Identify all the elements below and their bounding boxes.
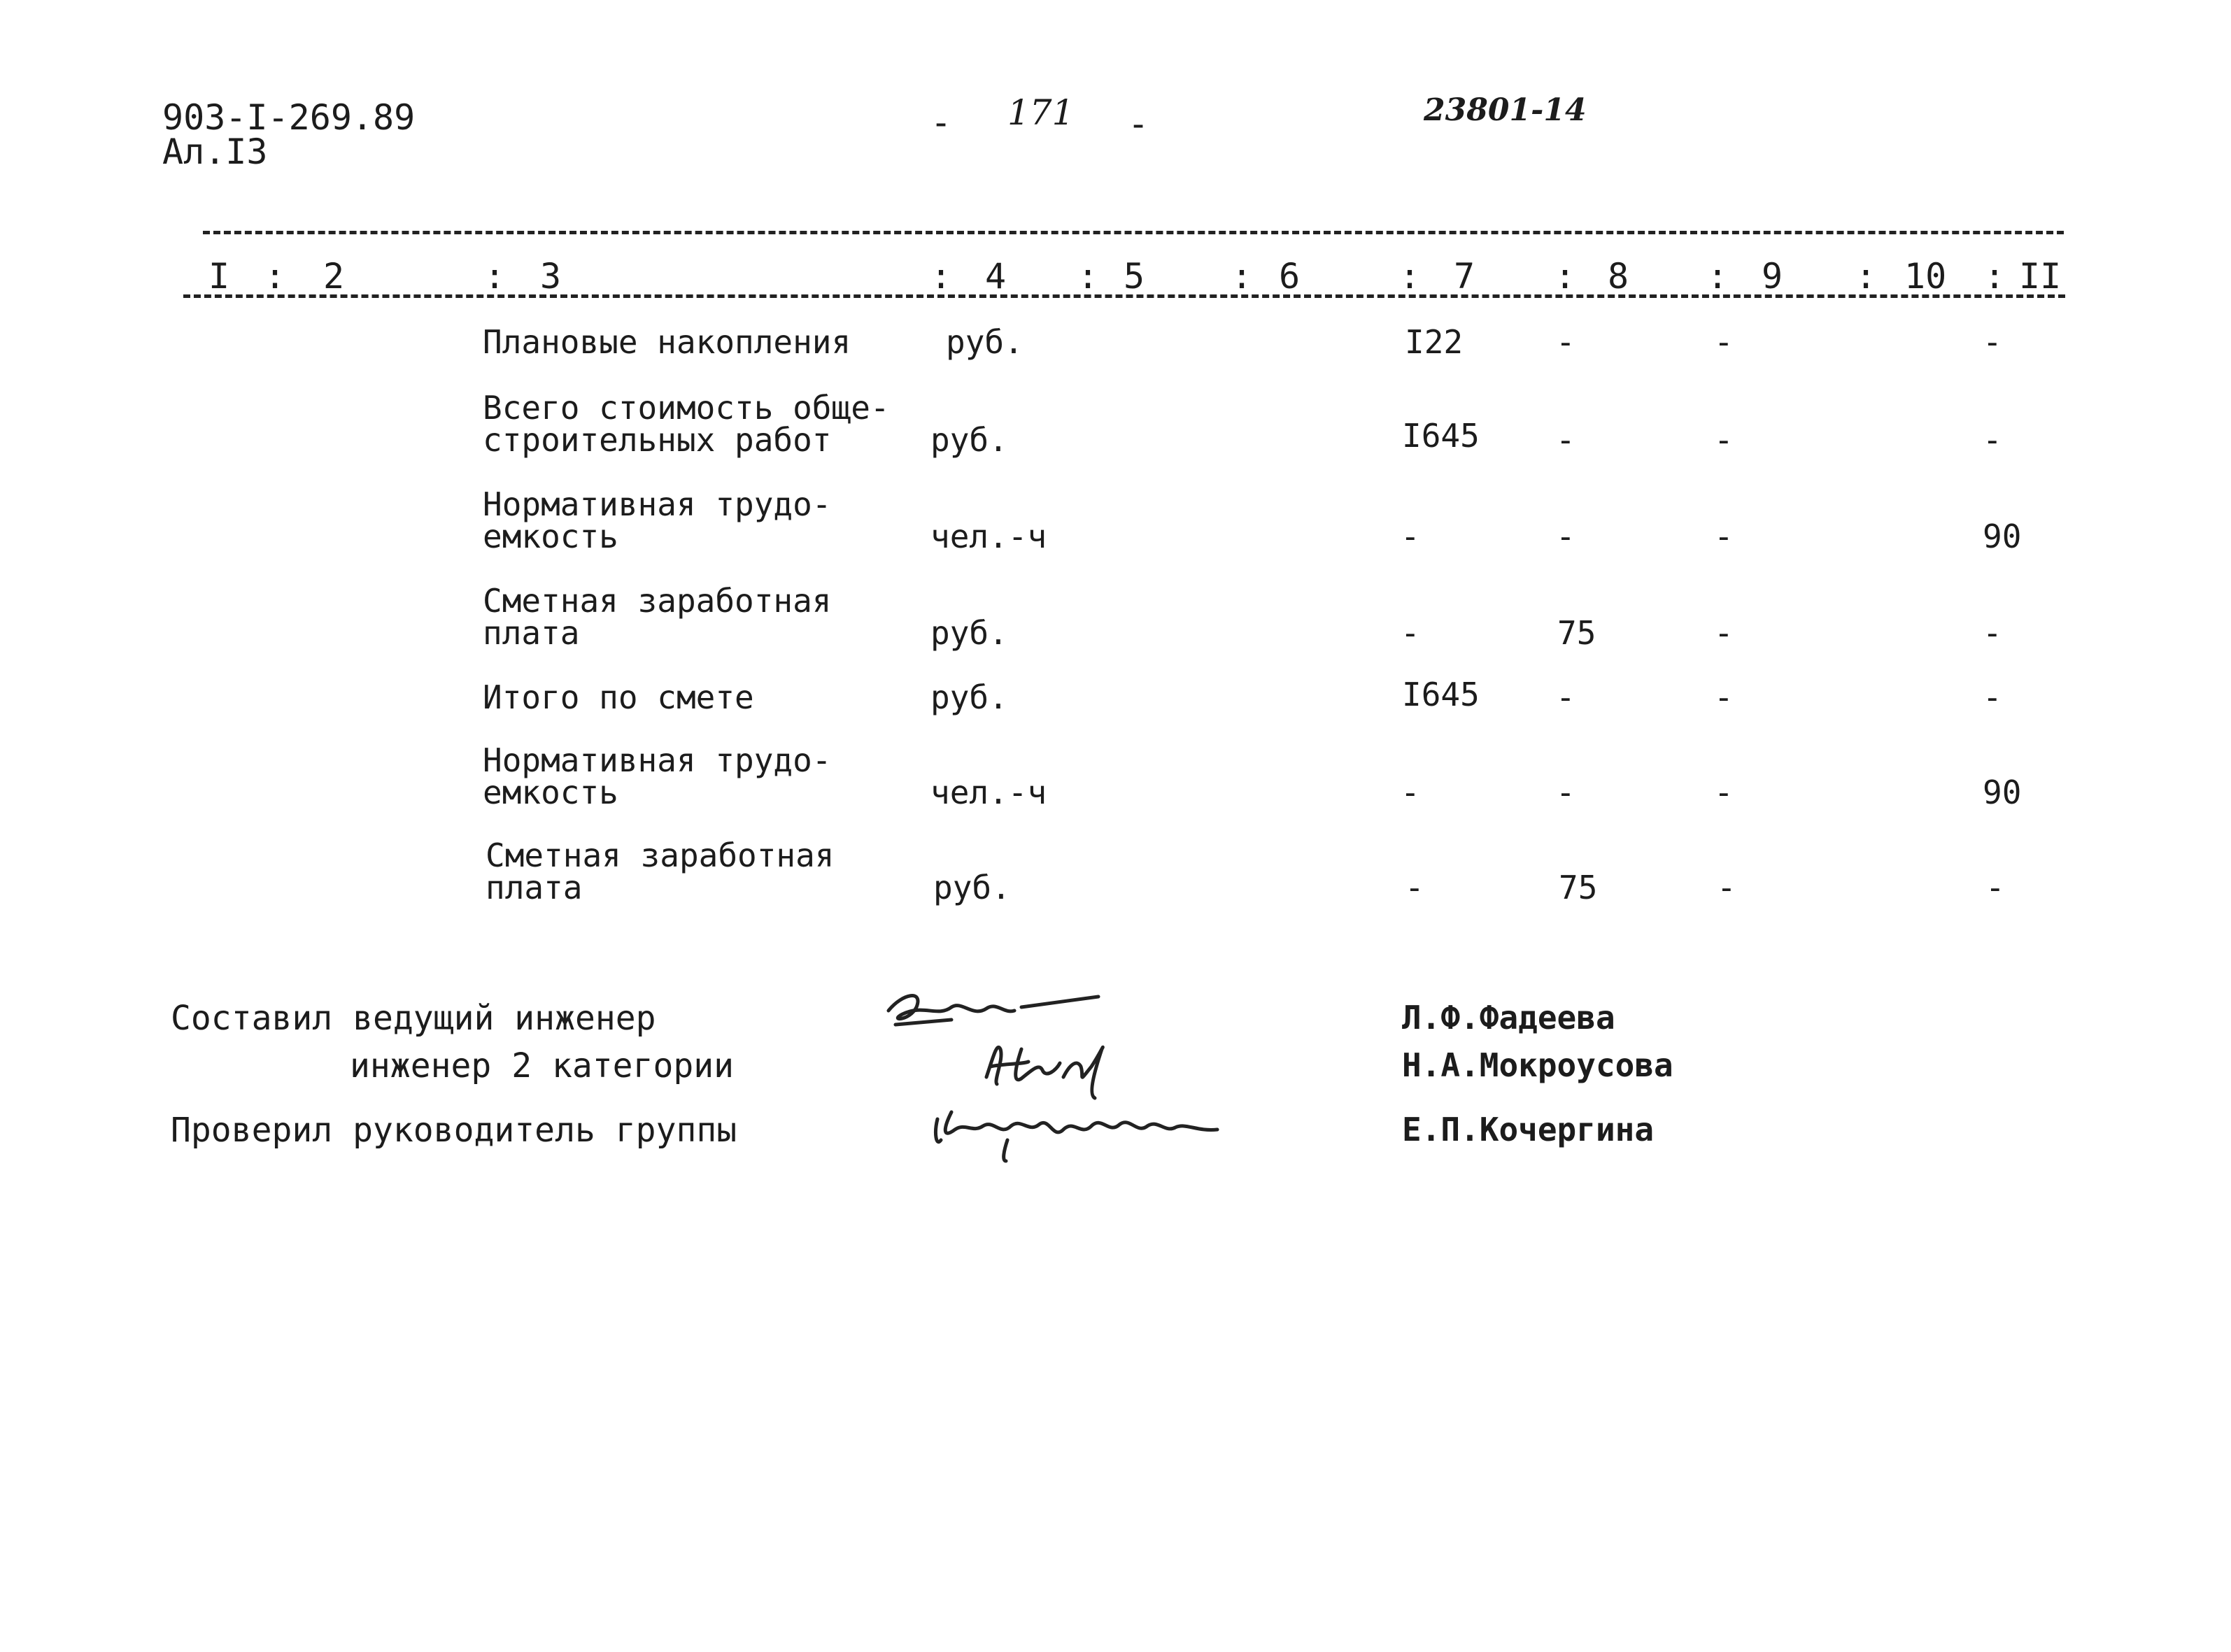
- row-name: Нормативная трудо-: [483, 741, 832, 779]
- row-name: Итого по смете: [483, 678, 754, 716]
- row-col7: -: [1401, 518, 1420, 555]
- row-unit: руб.: [930, 421, 1008, 459]
- row-col9: -: [1714, 323, 1734, 361]
- signer-name-mokrousova: Н.А.Мокроусова: [1402, 1046, 1673, 1084]
- doc-number-handwritten: 23801-14: [1424, 92, 1587, 128]
- row-col9: -: [1714, 421, 1734, 459]
- page-number-handwritten: 171: [1007, 92, 1075, 133]
- column-number-9: 9: [1762, 256, 1783, 297]
- row-unit: руб.: [930, 614, 1008, 652]
- row-name-cont: строительных работ: [483, 421, 832, 459]
- row-col9: -: [1714, 614, 1734, 652]
- row-col11: -: [1983, 614, 2002, 652]
- row-col7: I645: [1402, 676, 1480, 713]
- row-col11: -: [1983, 323, 2002, 361]
- row-name: Нормативная трудо-: [483, 485, 832, 523]
- column-separator: :: [1399, 256, 1421, 297]
- column-separator: :: [484, 256, 506, 297]
- row-unit: руб.: [930, 678, 1008, 716]
- column-separator: :: [1554, 256, 1576, 297]
- row-col7: I22: [1405, 323, 1464, 361]
- row-col9: -: [1714, 518, 1734, 555]
- row-col9: -: [1714, 774, 1734, 811]
- row-col11: -: [1983, 678, 2002, 716]
- row-name: Плановые накопления: [483, 323, 851, 361]
- column-separator: :: [930, 256, 952, 297]
- row-col8: -: [1556, 774, 1575, 811]
- table-top-rule: [203, 231, 2064, 234]
- row-col7: -: [1405, 869, 1424, 906]
- column-number-1: I: [208, 256, 230, 297]
- row-unit: руб.: [933, 869, 1011, 906]
- column-number-6: 6: [1279, 256, 1301, 297]
- row-name-cont: плата: [483, 614, 580, 652]
- row-col11: 90: [1983, 518, 2022, 555]
- sheet-label: Ал.I3: [162, 131, 268, 172]
- row-col9: -: [1714, 678, 1734, 716]
- row-col8: -: [1556, 421, 1575, 459]
- row-col11: -: [1983, 421, 2002, 459]
- column-separator: :: [1984, 256, 2006, 297]
- row-col8: -: [1556, 678, 1575, 716]
- column-number-10: 10: [1904, 256, 1947, 297]
- row-col11: -: [1985, 869, 2005, 906]
- column-separator: :: [1707, 256, 1729, 297]
- column-number-5: 5: [1124, 256, 1145, 297]
- role-engineer-2nd-category: инженер 2 категории: [350, 1046, 735, 1085]
- signer-name-kochergina: Е.П.Кочергина: [1402, 1111, 1655, 1148]
- role-compiled-lead-engineer: Составил ведущий инженер: [171, 999, 656, 1038]
- row-name: Сметная заработная: [486, 836, 835, 874]
- column-separator: :: [1855, 256, 1877, 297]
- row-name-cont: емкость: [483, 518, 618, 555]
- row-unit: чел.-ч: [930, 774, 1047, 811]
- document-code: 903-I-269.89: [162, 97, 416, 138]
- row-col11: 90: [1983, 774, 2022, 811]
- row-col8: 75: [1559, 869, 1598, 906]
- row-name-cont: емкость: [483, 774, 618, 811]
- row-col8: -: [1556, 323, 1575, 361]
- row-col7: -: [1401, 774, 1420, 811]
- page-dash-right: -: [1128, 104, 1149, 144]
- row-col8: -: [1556, 518, 1575, 555]
- page-dash-left: -: [930, 102, 952, 143]
- row-unit: чел.-ч: [930, 518, 1047, 555]
- column-separator: :: [1077, 256, 1099, 297]
- column-number-11: II: [2019, 256, 2062, 297]
- row-name: Всего стоимость обще-: [483, 389, 890, 427]
- signer-name-fadeeva: Л.Ф.Фадеева: [1402, 999, 1615, 1037]
- column-separator: :: [264, 256, 286, 297]
- signature-kochergina: [923, 1091, 1231, 1168]
- row-col9: -: [1717, 869, 1736, 906]
- column-separator: :: [1231, 256, 1253, 297]
- column-number-8: 8: [1608, 256, 1629, 297]
- row-name: Сметная заработная: [483, 582, 832, 620]
- column-number-7: 7: [1454, 256, 1475, 297]
- row-col7: I645: [1402, 417, 1480, 455]
- column-number-3: 3: [540, 256, 562, 297]
- row-col8: 75: [1557, 614, 1596, 652]
- row-unit: руб.: [946, 323, 1024, 361]
- column-number-2: 2: [323, 256, 345, 297]
- row-col7: -: [1401, 614, 1420, 652]
- row-name-cont: плата: [486, 869, 583, 906]
- role-checked-group-head: Проверил руководитель группы: [171, 1111, 737, 1150]
- column-number-4: 4: [985, 256, 1007, 297]
